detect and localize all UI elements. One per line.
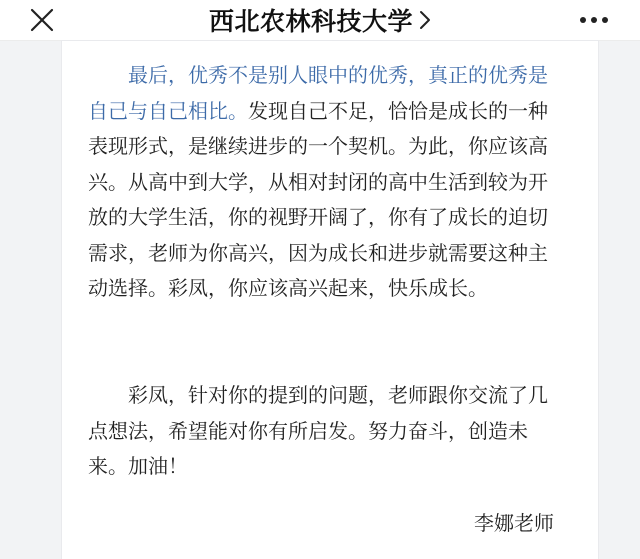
more-options-button[interactable]: [572, 4, 616, 36]
letter-paragraph: [88, 58, 564, 307]
more-horizontal-icon: [579, 16, 609, 24]
highlighted-text: 最后，优秀不是别人眼中的优秀，真正的优秀是自己与自己相比。: [88, 63, 548, 123]
page-title: 西北农林科技大学: [208, 7, 413, 36]
paragraph-text: 发现自己不足，恰恰是成长的一种表现形式，是继续进步的一个契机。为此，你应该高兴。从高中到大学，从相对封闭的高中生活到较为开放的大学生活，你的视野开阔了，你有了成长的迫切需求，老师为你高兴，因为成长和进步就需要这种主动选择。彩凤，你应该高兴起来，快乐成长。: [88, 98, 548, 300]
top-navigation-bar: [0, 0, 640, 41]
letter-card: [62, 41, 598, 559]
signature: 李娜老师: [474, 511, 554, 535]
chevron-right-icon: [419, 10, 431, 30]
account-title-link[interactable]: [0, 0, 640, 40]
letter-paragraph: 彩凤，针对你的提到的问题，老师跟你交流了几点想法，希望能对你有所启发。努力奋斗，创造未来。加油！: [88, 383, 548, 478]
article-content-area[interactable]: [0, 41, 640, 559]
